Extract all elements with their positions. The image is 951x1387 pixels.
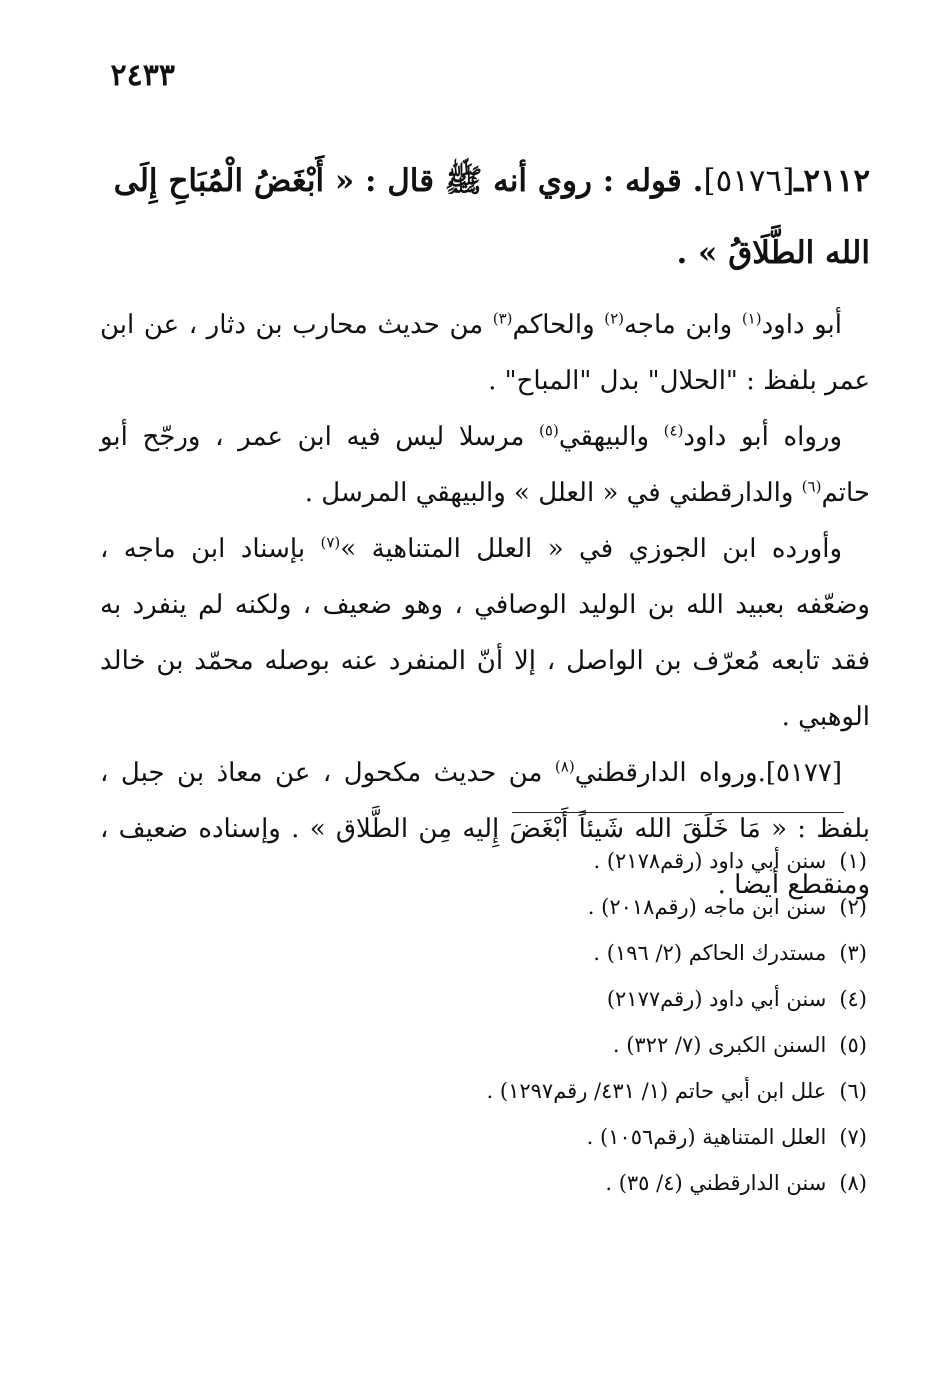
- paragraph-text: وأورده ابن الجوزي في « العلل المتناهية »: [340, 534, 842, 564]
- paragraph-3: [100, 521, 870, 745]
- paragraph-text: والحاكم: [512, 310, 605, 340]
- paragraph-text: من حديث مكحول ، عن معاذ بن جبل ، بلفظ : « مَا خَلَقَ الله شَيئاً أَبْغَضَ إِليه مِن الطَّلاق » . وإسناده ضعيف ، ومنقطع أيضا .: [100, 758, 870, 900]
- footnotes-list: [400, 838, 867, 1206]
- footnote-marker: (١): [741, 309, 762, 328]
- footnote-marker: (٣): [492, 309, 513, 328]
- paragraph-1: [100, 297, 870, 409]
- footnote-item: [400, 1114, 867, 1160]
- footnote-text: سنن الدارقطني (٤/ ٣٥) .: [605, 1171, 833, 1195]
- footnote-item: [400, 838, 867, 884]
- page-number: ٢٤٣٣: [110, 58, 175, 93]
- footnote-marker: (٧): [320, 533, 341, 552]
- footnote-marker: (٤): [663, 421, 684, 440]
- footnote-number: (٨): [839, 1171, 867, 1195]
- footnote-number: (٣): [839, 941, 867, 965]
- footnote-number: (٢): [839, 895, 867, 919]
- paragraph-text: [٥١٧٧].ورواه الدارقطني: [574, 758, 842, 788]
- footnote-text: العلل المتناهية (رقم١٠٥٦) .: [586, 1125, 833, 1149]
- footnote-text: السنن الكبرى (٧/ ٣٢٢) .: [612, 1033, 833, 1057]
- paragraph-text: أبو داود: [761, 310, 842, 340]
- footnote-marker: (٨): [554, 757, 575, 776]
- paragraph-text: والبيهقي: [558, 422, 664, 452]
- footnote-text: سنن ابن ماجه (رقم٢٠١٨) .: [587, 895, 833, 919]
- footnote-item: [400, 1022, 867, 1068]
- footnote-item: [400, 976, 867, 1022]
- footnote-marker: (٢): [604, 309, 624, 328]
- footnote-number: (٦): [839, 1079, 867, 1103]
- paragraph-text: بإسناد ابن ماجه ، وضعّفه بعبيد الله بن الوليد الوصافي ، وهو ضعيف ، ولكنه لم ينفرد به فقد تابعه مُعرّف بن الواصل ، إلا أنّ المنفرد عنه بوصله محمّد بن خالد الوهبي .: [100, 534, 870, 732]
- footnote-text: مستدرك الحاكم (٢/ ١٩٦) .: [593, 941, 833, 965]
- footnote-text: سنن أبي داود (رقم٢١٧٨) .: [593, 849, 833, 873]
- footnote-marker: (٦): [801, 477, 822, 496]
- footnote-divider: [512, 812, 844, 813]
- main-text: [100, 145, 870, 913]
- footnote-item: [400, 1068, 867, 1114]
- entry-heading: [100, 145, 870, 289]
- footnote-marker: (٥): [539, 421, 559, 440]
- footnote-item: [400, 1160, 867, 1206]
- footnote-number: (٥): [839, 1033, 867, 1057]
- footnote-text: علل ابن أبي حاتم (١/ ٤٣١/ رقم١٢٩٧) .: [486, 1079, 833, 1103]
- paragraph-text: مرسلا ليس فيه ابن عمر ، ورجّح أبو حاتم: [100, 422, 870, 508]
- footnote-text: سنن أبي داود (رقم٢١٧٧): [606, 987, 833, 1011]
- entry-reference: [٥١٧٦]: [703, 163, 795, 199]
- footnote-item: [400, 930, 867, 976]
- entry-heading-text: . قوله : روي أنه ﷺ قال : « أَبْغَضُ الْمُبَاحِ إِلَى الله الطَّلَاقُ » .: [113, 163, 870, 271]
- entry-number: ٢١١٢ـ: [794, 163, 870, 199]
- footnote-item: [400, 884, 867, 930]
- paragraph-text: ورواه أبو داود: [683, 422, 842, 452]
- footnote-number: (١): [839, 849, 867, 873]
- footnote-number: (٤): [839, 987, 867, 1011]
- footnote-number: (٧): [839, 1125, 867, 1149]
- paragraph-text: من حديث محارب بن دثار ، عن ابن عمر بلفظ : "الحلال" بدل "المباح" .: [100, 310, 870, 396]
- paragraph-2: [100, 409, 870, 521]
- paragraph-text: والدارقطني في « العلل » والبيهقي المرسل .: [304, 478, 802, 508]
- paragraph-text: وابن ماجه: [623, 310, 742, 340]
